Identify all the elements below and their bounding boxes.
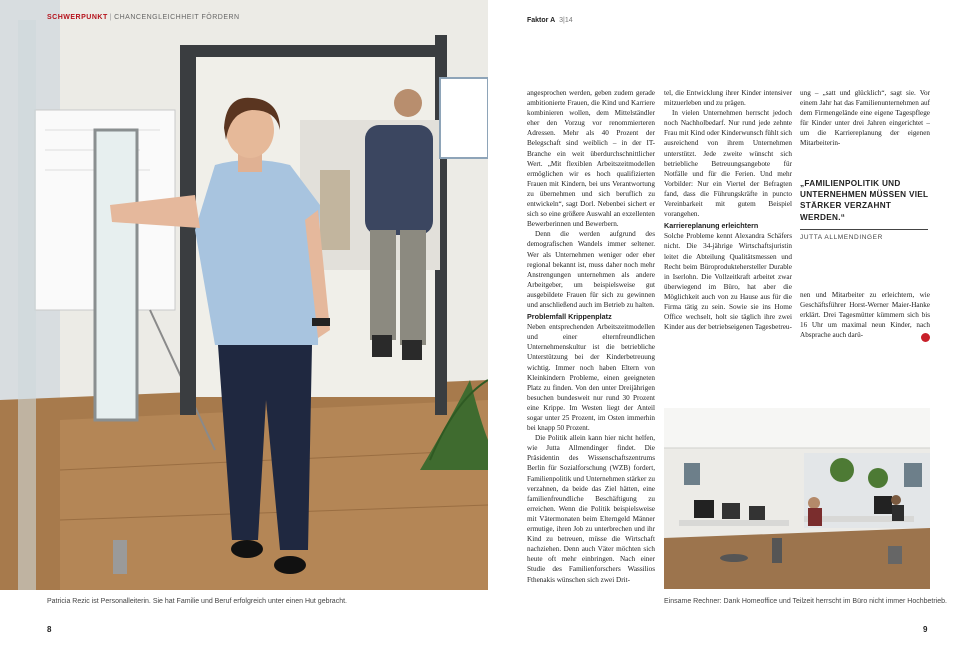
text-column-3-top: [800, 88, 930, 148]
subsection-title: CHANCENGLEICHHEIT FÖRDERN: [114, 14, 240, 21]
section-title: SCHWERPUNKT: [47, 14, 108, 21]
quote-divider: [800, 229, 928, 230]
pull-quote: [800, 178, 932, 241]
paragraph: Neben entsprechenden Arbeitszeitmodellen und einer elternfreundlichen Unternehmenskultur ist die betriebliche Unterstützung bei der Kinderbetreuung wichtig. Immer noch haben Eltern von Kleinkindern Probleme, einen geeigneten Platz zu finden. Von den unter Dreijährigen besuchen bundesweit nur rund 30 Prozent eine Krippe. Im Westen liegt der Anteil sogar unter 25 Prozent, im Osten immerhin bei knapp 50 Prozent.: [527, 323, 655, 433]
open-office-scene: [664, 408, 930, 589]
paragraph: nen und Mitarbeiter zu erleichtern, wie Geschäftsführer Horst-Werner Maier-Hanke erklärt. Drei Tagesmütter kümmern sich bis 16 Uhr um maximal neun Kinder, nach Absprache auch darü-: [800, 291, 930, 340]
header-separator: |: [109, 14, 113, 21]
office-photo: [664, 408, 930, 589]
paragraph: Die Politik allein kann hier nicht helfen, wie Jutta Allmendinger findet. Die Präsidentin des Wissenschaftszentrums Berlin für Sozialforschung (WZB) fordert, Familienpolitik und Unternehmen stärker zu verzahnen, da beide das Ziel hätten, eine familienfreundliche Beschäftigung zu erreichen. Wenn die Politik beispielsweise mit Vätermonaten beim Elterngeld Männer ermutige, ihren Job zu unterbrechen und ihr Kind zu betreuen, müsse die Wirtschaft nachziehen. Denn auch Väter möchten sich heute oft mehr einbringen. Nach einer Studie des Familienforschers Wassilios Fthenakis wünschen sich zwei Drit-: [527, 434, 655, 584]
paragraph: Denn die werden aufgrund des demografischen Wandels immer seltener. Wer als Unternehmen weniger oder eher regional bekannt ist, muss daher noch mehr Anstrengungen unternehmen als andere Arbeitgeber, um beispielsweise gut ausgebildete Frauen für sich zu gewinnen und anschließend auch im Betrieb zu halten.: [527, 230, 655, 309]
paragraph: Solche Probleme kennt Alexandra Schäfers nicht. Die 34-jährige Wirtschaftsjuristin leitet die Abteilung Qualitätsmessen und Recht beim Büroproduktehersteller Durable in Iserlohn. Die Vollzeitkraft arbeitet zwar überwiegend im Büro, hat aber die Möglichkeit auch von zu Hause aus für die Firma tätig zu sein. Sowie sie ins Home Office wechselt, holt sie täglich ihre zwei Kinder aus der betriebseigenen Tagesbetreu-: [664, 232, 792, 332]
article-end-icon: [921, 333, 930, 342]
paragraph: angesprochen werden, geben zudem gerade ambitionierte Frauen, die Kind und Karriere kombinieren wollen, dem Mittelständler eher den Vorzug vor renommierteren Adressen. Mehr als 40 Prozent der Belegschaft sind weiblich – in der IT-Branche ein weit überdurchschnittlicher Wert. „Mit flexiblen Arbeitszeitmodellen ermöglichen wir es hoch qualifizierten Frauen mit Kindern, bei uns Verantwortung zu übernehmen und sich beruflich zu entwickeln“, sagt Dorl. Nebenbei sichert er sich so eine größere Auswahl an exzellenten Bewerberinnen und Bewerbern.: [527, 89, 655, 229]
magazine-title: Faktor A: [527, 17, 556, 24]
office-door-scene: [0, 0, 488, 590]
photo-caption-left: Patricia Rezic ist Personalleiterin. Sie hat Familie und Beruf erfolgreich unter einen Hut gebracht.: [47, 598, 347, 605]
text-column-2: [664, 88, 792, 371]
portrait-photo: [0, 0, 488, 590]
subheading-krippenplatz: Problemfall Krippenplatz: [527, 312, 612, 322]
pull-quote-text: „FAMILIENPOLITIK UND UNTERNEHMEN MÜSSEN VIEL STÄRKER VERZAHNT WERDEN.“: [800, 179, 929, 222]
page-number-right: 9: [923, 625, 928, 634]
text-column-3-bottom: [800, 290, 930, 370]
page-number-left: 8: [47, 625, 52, 634]
paragraph: In vielen Unternehmen herrscht jedoch noch Nachholbedarf. Nur rund jede zehnte Frau mit Kind oder Kinderwunsch fühlt sich ausreichend von ihrem Unternehmen unterstützt. Jede zweite wünscht sich betriebliche Betreuungsangebote für Notfälle und für die Ferien. Und mehr Vorbilder: Nur ein Viertel der Befragten fand, dass die Führungskräfte in puncto Vereinbarkeit mit gutem Beispiel vorangehen.: [664, 109, 792, 219]
magazine-header: [527, 17, 573, 24]
paragraph: ung – „satt und glücklich“, sagt sie. Vor einem Jahr hat das Familienunternehmen auf dem Firmengelände eine eigene Tagespflege für Kinder unter drei Jahren eingerichtet – um die Karriereplanung der eigenen Mitarbeiterin-: [800, 89, 930, 148]
pull-quote-author: JUTTA ALLMENDINGER: [800, 233, 883, 241]
section-header: [47, 14, 240, 21]
issue-number: 3|14: [559, 17, 573, 24]
subheading-karriereplanung: Karriereplanung erleichtern: [664, 221, 759, 231]
text-column-1: [527, 88, 655, 608]
paragraph: tel, die Entwicklung ihrer Kinder intensiver mitzuerleben und zu prägen.: [664, 89, 792, 108]
photo-caption-right: Einsame Rechner: Dank Homeoffice und Teilzeit herrscht im Büro nicht immer Hochbetrieb.: [664, 598, 947, 605]
